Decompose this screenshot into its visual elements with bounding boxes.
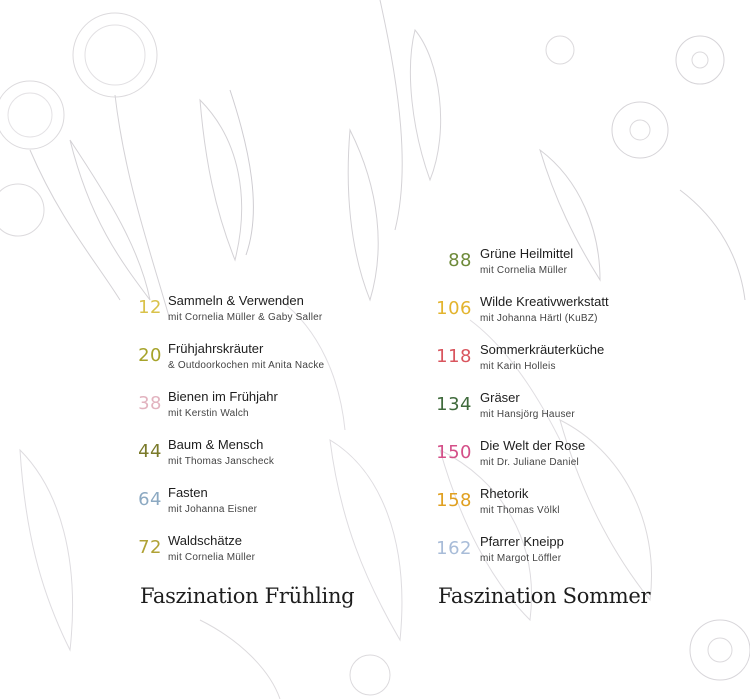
page-number: 106 bbox=[436, 298, 472, 319]
page-number: 44 bbox=[138, 441, 162, 462]
entry-subtitle: mit Johanna Eisner bbox=[168, 504, 258, 515]
entry-subtitle: mit Margot Löffler bbox=[480, 553, 562, 564]
page-number: 158 bbox=[436, 490, 472, 511]
entry-subtitle: mit Cornelia Müller & Gaby Saller bbox=[168, 312, 323, 323]
entry-subtitle: mit Cornelia Müller bbox=[168, 552, 256, 563]
toc-entry[interactable] bbox=[430, 484, 680, 532]
entry-subtitle: mit Johanna Härtl (KuBZ) bbox=[480, 313, 598, 324]
section-heading-summer: Faszination Sommer bbox=[438, 584, 651, 608]
entry-title: Grüne Heilmittel bbox=[480, 246, 574, 261]
entry-subtitle: mit Dr. Juliane Daniel bbox=[480, 457, 579, 468]
entry-title: Rhetorik bbox=[480, 486, 529, 501]
toc-entry[interactable] bbox=[430, 292, 680, 340]
entry-subtitle: mit Cornelia Müller bbox=[480, 265, 568, 276]
page-number: 72 bbox=[138, 537, 162, 558]
toc-column-spring bbox=[128, 291, 368, 579]
entry-title: Die Welt der Rose bbox=[480, 438, 586, 453]
page-number: 162 bbox=[436, 538, 472, 559]
entry-subtitle: mit Karin Holleis bbox=[480, 361, 556, 372]
entry-subtitle: mit Thomas Janscheck bbox=[168, 456, 275, 467]
entry-title: Waldschätze bbox=[168, 533, 242, 548]
toc-entry[interactable] bbox=[128, 291, 368, 339]
page-number: 38 bbox=[138, 393, 162, 414]
entry-title: Sammeln & Verwenden bbox=[168, 293, 304, 308]
entry-title: Wilde Kreativwerkstatt bbox=[480, 294, 609, 309]
toc-entry[interactable] bbox=[430, 244, 680, 292]
page-number: 150 bbox=[436, 442, 472, 463]
entry-title: Gräser bbox=[480, 390, 520, 405]
page-number: 12 bbox=[138, 297, 162, 318]
entry-subtitle: mit Hansjörg Hauser bbox=[480, 409, 575, 420]
entry-title: Fasten bbox=[168, 485, 208, 500]
toc-entry[interactable] bbox=[128, 339, 368, 387]
entry-title: Sommerkräuterküche bbox=[480, 342, 605, 357]
toc-entry[interactable] bbox=[128, 531, 368, 579]
entry-title: Frühjahrskräuter bbox=[168, 341, 264, 356]
section-heading-spring: Faszination Frühling bbox=[140, 584, 355, 608]
page-number: 88 bbox=[448, 250, 472, 271]
toc-entry[interactable] bbox=[128, 435, 368, 483]
toc-column-summer bbox=[430, 244, 680, 580]
toc-entry[interactable] bbox=[430, 340, 680, 388]
page-number: 118 bbox=[436, 346, 472, 367]
page-number: 20 bbox=[138, 345, 162, 366]
entry-title: Baum & Mensch bbox=[168, 437, 264, 452]
entry-subtitle: & Outdoorkochen mit Anita Nacke bbox=[168, 360, 325, 371]
page-number: 134 bbox=[436, 394, 472, 415]
toc-entry[interactable] bbox=[430, 436, 680, 484]
page-number: 64 bbox=[138, 489, 162, 510]
toc-entry[interactable] bbox=[430, 388, 680, 436]
toc-entry[interactable] bbox=[430, 532, 680, 580]
entry-title: Bienen im Frühjahr bbox=[168, 389, 278, 404]
entry-subtitle: mit Thomas Völkl bbox=[480, 505, 560, 516]
toc-entry[interactable] bbox=[128, 483, 368, 531]
entry-title: Pfarrer Kneipp bbox=[480, 534, 564, 549]
toc-entry[interactable] bbox=[128, 387, 368, 435]
entry-subtitle: mit Kerstin Walch bbox=[168, 408, 249, 419]
